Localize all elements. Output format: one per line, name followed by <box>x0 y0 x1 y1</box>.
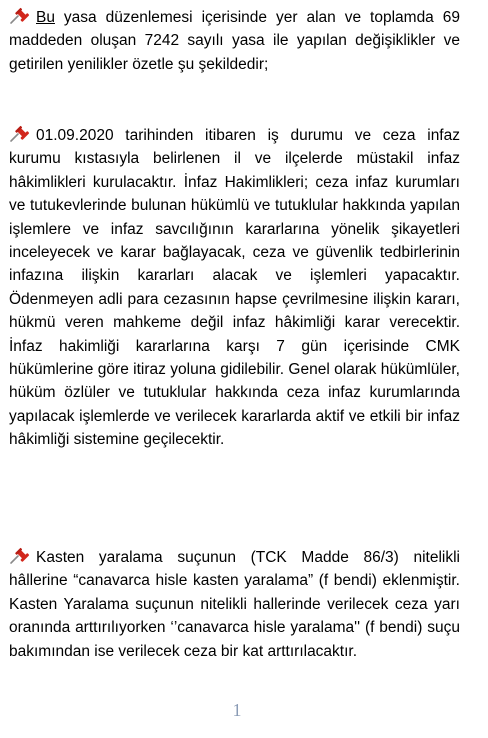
pushpin-icon <box>9 547 30 565</box>
paragraph-lead-word: Bu <box>36 9 55 26</box>
paragraph-text: yasa düzenlemesi içerisinde yer alan ve toplamda 69 maddeden oluşan 7242 sayılı yasa ile yapılan değişiklikler ve getirilen yenilikler özetle şu şekildedir; <box>9 9 460 73</box>
pushpin-icon <box>9 125 30 143</box>
paragraph-text: 01.09.2020 tarihinden itibaren iş durumu ve ceza infaz kurumu kıstasıyla belirlenen il ve ilçelerde müstakil infaz hâkimlikleri kurulacaktır. İnfaz Hakimlikleri; ceza infaz kurumları ve tutukevlerinde bulunan hükümlü ve tutuklular hakkında yapılan işlemlere ve infaz savcılığının kararlarına yönelik şikayetleri inceleyecek ve karar bağlayacak, ceza ve güvenlik tedbirlerinin infazına ilişkin kararları alacak ve işlemleri yapacaktır. Ödenmeyen adli para cezasının hapse çevrilmesine ilişkin kararı, hükmü veren mahkeme değil infaz hâkimliği karar verecektir. İnfaz hakimliği kararlarına karşı 7 gün içerisinde CMK hükümlerine göre itiraz yoluna gidilebilir. Genel olarak hükümlüler, hüküm özlüler ve tutuklular hakkında ceza infaz kurumlarında yapılacak işlemlerde ve verilecek kararlarda aktif ve etkili bir infaz hâkimliği sistemine geçilecektir. <box>9 127 460 449</box>
paragraph-text: Kasten yaralama suçunun (TCK Madde 86/3) nitelikli hâllerine “canavarca hisle kasten yaralama” (f bendi) eklenmiştir. Kasten Yaralama suçunun nitelikli hallerinde verilecek ceza yarı oranında arttırılıyorken ‘’canavarca hisle yaralama'' (f bendi) suçu bakımından ise verilecek ceza bir kat arttırılacaktır. <box>9 549 460 660</box>
page-number: 1 <box>232 700 242 720</box>
pushpin-icon <box>9 7 30 25</box>
paragraph-intro <box>9 6 460 76</box>
paragraph-kasten-yaralama <box>9 546 460 663</box>
paragraph-infaz-hakimligi <box>9 124 460 452</box>
